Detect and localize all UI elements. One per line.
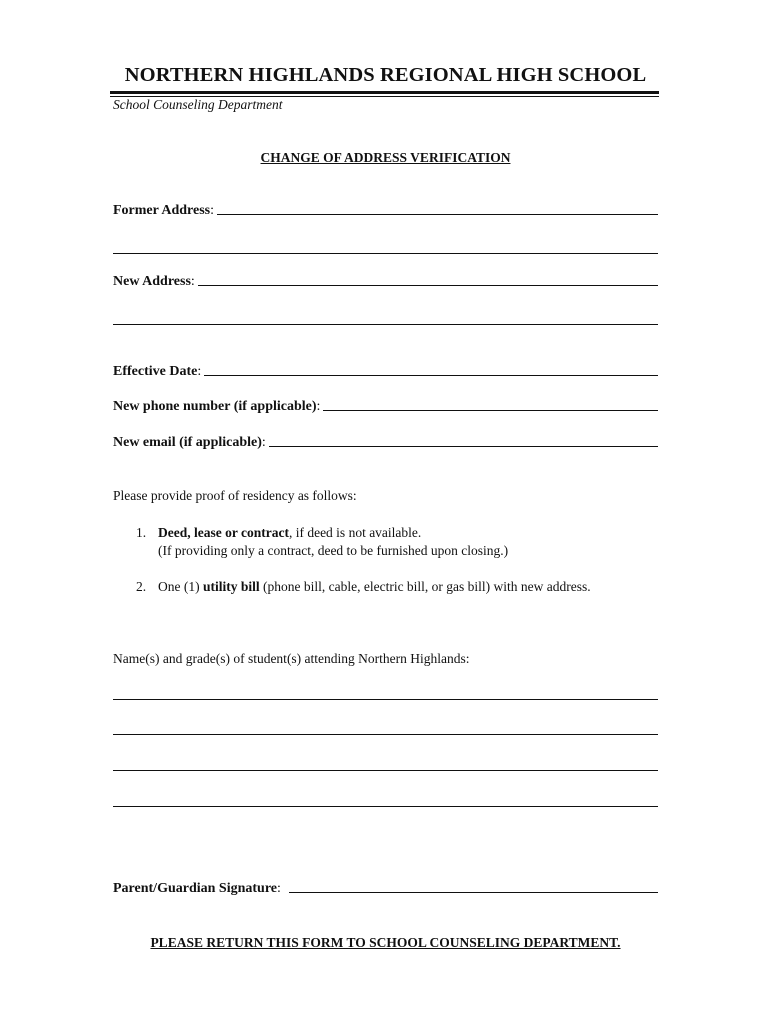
form-title: CHANGE OF ADDRESS VERIFICATION — [260, 150, 511, 165]
student-line-2[interactable] — [113, 734, 658, 735]
signature-colon: : — [277, 881, 281, 896]
proof-item-1 — [136, 524, 508, 560]
new-email-field[interactable] — [113, 435, 658, 451]
student-line-3[interactable] — [113, 770, 658, 771]
new-address-label: New Address — [113, 274, 191, 289]
proof-item-number: 2. — [136, 579, 147, 594]
student-line-4[interactable] — [113, 806, 658, 807]
former-address-line[interactable] — [217, 214, 658, 215]
former-address-line-2[interactable] — [113, 253, 658, 254]
proof-intro: Please provide proof of residency as follows: — [113, 488, 357, 503]
signature-label: Parent/Guardian Signature — [113, 881, 278, 896]
new-address-line-2[interactable] — [113, 324, 658, 325]
new-email-label: New email (if applicable) — [113, 435, 262, 450]
effective-date-line[interactable] — [204, 375, 658, 376]
effective-date-field[interactable] — [113, 364, 658, 380]
student-line-1[interactable] — [113, 699, 658, 700]
signature-line[interactable] — [289, 892, 658, 893]
new-phone-colon: : — [316, 399, 321, 414]
new-address-colon: : — [190, 274, 195, 289]
new-phone-line[interactable] — [323, 410, 658, 411]
proof-item-text: , if deed is not available. — [288, 525, 422, 540]
effective-date-label: Effective Date — [113, 364, 198, 379]
proof-item-prefix: One (1) — [158, 579, 203, 594]
new-address-line[interactable] — [198, 285, 658, 286]
new-address-field[interactable] — [113, 274, 658, 290]
new-phone-field[interactable] — [113, 399, 658, 415]
proof-item-2 — [136, 578, 591, 596]
department-name: School Counseling Department — [113, 97, 283, 112]
former-address-field[interactable] — [113, 203, 658, 219]
students-prompt: Name(s) and grade(s) of student(s) attending Northern Highlands: — [113, 651, 470, 666]
effective-date-colon: : — [197, 364, 202, 379]
proof-item-bold: Deed, lease or contract — [158, 525, 289, 540]
proof-item-continuation: (If providing only a contract, deed to be furnished upon closing.) — [158, 543, 509, 558]
header-rule-thick — [110, 91, 659, 94]
proof-item-bold: utility bill — [202, 579, 260, 594]
signature-field[interactable] — [113, 881, 658, 897]
former-address-colon: : — [210, 203, 214, 218]
proof-item-number: 1. — [136, 525, 147, 540]
proof-item-text: (phone bill, cable, electric bill, or gas bill) with new address. — [259, 579, 591, 594]
new-phone-label: New phone number (if applicable) — [113, 399, 317, 414]
school-name: NORTHERN HIGHLANDS REGIONAL HIGH SCHOOL — [124, 64, 647, 86]
new-email-line[interactable] — [269, 446, 658, 447]
return-instruction: PLEASE RETURN THIS FORM TO SCHOOL COUNSELING DEPARTMENT. — [150, 935, 621, 950]
former-address-label: Former Address — [113, 203, 211, 218]
new-email-colon: : — [261, 435, 266, 450]
